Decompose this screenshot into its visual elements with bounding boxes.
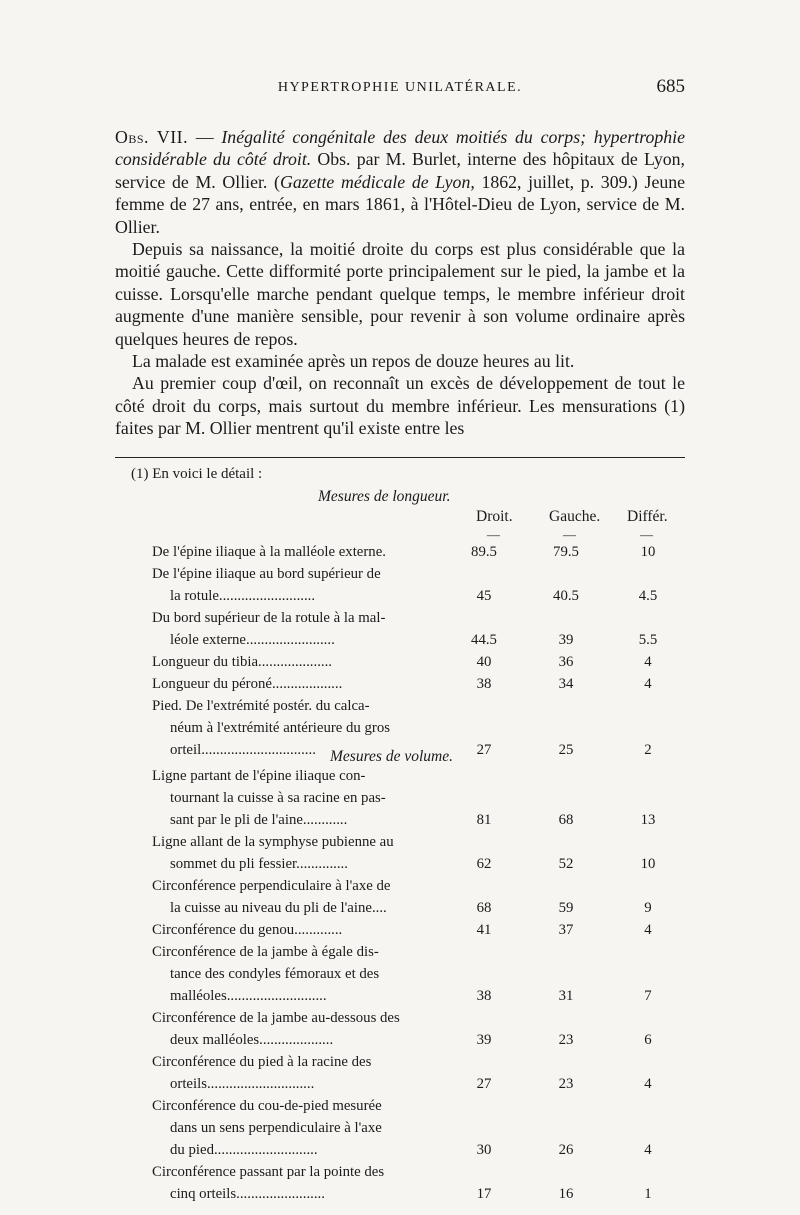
page-number: 685 [656, 76, 685, 97]
volume-row-4-line-2 [0, 988, 800, 1010]
measure-label: léole externe........................ [170, 632, 335, 648]
volume-row-7-line-0 [0, 1098, 800, 1120]
volume-row-0-line-0 [0, 768, 800, 790]
volume-row-0-line-2 [0, 812, 800, 834]
length-row-3-line-0 [0, 654, 800, 676]
value-difference: 4 [644, 676, 652, 692]
measure-label: Longueur du tibia.................... [152, 654, 333, 670]
footnote-intro: (1) En voici le détail : [131, 466, 263, 482]
value-gauche: 37 [558, 922, 574, 938]
volume-row-7-line-1 [0, 1120, 800, 1142]
volume-row-6-line-0 [0, 1054, 800, 1076]
measure-label: cinq orteils........................ [170, 1186, 325, 1202]
value-droit: 27 [476, 742, 492, 758]
col-dash-gauche: — [563, 527, 576, 542]
value-droit: 17 [476, 1186, 492, 1202]
volume-row-4-line-0 [0, 944, 800, 966]
measure-label: Ligne partant de l'épine iliaque con- [152, 768, 366, 784]
measure-label: orteils............................. [170, 1076, 315, 1092]
value-gauche: 31 [558, 988, 574, 1004]
obs-journal: Gazette médicale de Lyon, [279, 171, 475, 192]
value-droit: 30 [476, 1142, 492, 1158]
measure-label: la cuisse au niveau du pli de l'aine.... [170, 900, 387, 916]
observation-paragraph [115, 126, 685, 238]
length-row-5-line-0 [0, 698, 800, 720]
value-droit: 89.5 [471, 544, 497, 560]
value-droit: 40 [476, 654, 492, 670]
measure-label: la rotule.......................... [170, 588, 316, 604]
measure-label: Longueur du péroné................... [152, 676, 343, 692]
value-gauche: 52 [558, 856, 574, 872]
value-droit: 38 [476, 676, 492, 692]
length-row-0-line-0 [0, 544, 800, 566]
length-row-2-line-1 [0, 632, 800, 654]
body-text [115, 126, 685, 440]
paragraph-4: Au premier coup d'œil, on reconnaît un excès de développement de tout le côté droit du corps, mais surtout du membre inférieur. Les mensurations (1) faites par M. Ollier mentrent qu'il existe entre les [115, 373, 685, 439]
section-volume-heading: Mesures de volume. [330, 748, 453, 765]
length-row-5-line-1 [0, 720, 800, 742]
value-difference: 4 [644, 1142, 652, 1158]
volume-row-1-line-0 [0, 834, 800, 856]
volume-row-8-line-0 [0, 1164, 800, 1186]
measure-label: Circonférence du genou............. [152, 922, 343, 938]
measure-label: De l'épine iliaque à la malléole externe. [152, 544, 386, 560]
length-row-4-line-0 [0, 676, 800, 698]
measure-label: Du bord supérieur de la rotule à la mal- [152, 610, 386, 626]
measure-label: Circonférence du pied à la racine des [152, 1054, 372, 1070]
col-header-droit: Droit. [476, 508, 513, 525]
value-difference: 9 [644, 900, 652, 916]
value-difference: 2 [644, 742, 652, 758]
length-row-5-line-2 [0, 742, 800, 764]
length-row-1-line-0 [0, 566, 800, 588]
measure-label: Circonférence de la jambe au-dessous des [152, 1010, 400, 1026]
col-header-gauche: Gauche. [549, 508, 601, 525]
volume-row-6-line-1 [0, 1076, 800, 1098]
measure-label: orteil............................... [170, 742, 316, 758]
col-dash-droit: — [487, 527, 500, 542]
measure-label: Ligne allant de la symphyse pubienne au [152, 834, 394, 850]
value-gauche: 59 [558, 900, 574, 916]
measure-label: Circonférence passant par la pointe des [152, 1164, 385, 1180]
volume-row-2-line-0 [0, 878, 800, 900]
col-header-differ: Différ. [627, 508, 668, 525]
volume-row-4-line-1 [0, 966, 800, 988]
measure-label: Circonférence du cou-de-pied mesurée [152, 1098, 382, 1114]
value-difference: 4 [644, 922, 652, 938]
value-difference: 6 [644, 1032, 652, 1048]
value-gauche: 36 [558, 654, 574, 670]
value-difference: 5.5 [638, 632, 658, 648]
obs-author: Obs. par M. Burlet, interne des hôpitaux de Lyon, service de M. Ollier. ( [115, 149, 685, 192]
obs-rest: 1862, juillet, p. 309.) Jeune femme de 27 ans, entrée, en mars 1861, à l'Hôtel-Dieu de Lyon, service de M. Ollier. [115, 171, 686, 237]
measure-label: Circonférence de la jambe à égale dis- [152, 944, 379, 960]
measure-label: deux malléoles.................... [170, 1032, 334, 1048]
paragraph-3: La malade est examinée après un repos de douze heures au lit. [132, 351, 575, 372]
measure-label: De l'épine iliaque au bord supérieur de [152, 566, 381, 582]
volume-row-2-line-1 [0, 900, 800, 922]
value-droit: 39 [476, 1032, 492, 1048]
value-droit: 62 [476, 856, 492, 872]
length-row-2-line-0 [0, 610, 800, 632]
value-droit: 68 [476, 900, 492, 916]
volume-row-0-line-1 [0, 790, 800, 812]
value-droit: 41 [476, 922, 492, 938]
volume-row-5-line-0 [0, 1010, 800, 1032]
measure-label: néum à l'extrémité antérieure du gros [170, 720, 391, 736]
running-head [115, 74, 685, 100]
paragraph-2: Depuis sa naissance, la moitié droite du corps est plus considérable que la moitié gauche. Cette difformité porte principalement sur le pied, la jambe et la cuisse. Lorsqu'elle marche pendant quelque temps, le membre inférieur droit augmente d'une manière sensible, pour revenir à son volume ordinaire après quelques heures de repos. [115, 239, 685, 349]
value-difference: 7 [644, 988, 652, 1004]
value-difference: 10 [640, 544, 656, 560]
obs-dash: — [188, 127, 222, 147]
measure-label: tournant la cuisse à sa racine en pas- [170, 790, 386, 806]
measure-label: malléoles........................... [170, 988, 327, 1004]
running-title: HYPERTROPHIE UNILATÉRALE. [277, 80, 523, 95]
value-gauche: 25 [558, 742, 574, 758]
measure-label: du pied............................ [170, 1142, 318, 1158]
value-difference: 4 [644, 1076, 652, 1092]
volume-row-8-line-1 [0, 1186, 800, 1208]
value-droit: 38 [476, 988, 492, 1004]
value-gauche: 26 [558, 1142, 574, 1158]
obs-title: Inégalité congénitale des deux moitiés du corps; hypertrophie considérable du côté droit. [115, 127, 686, 170]
value-gauche: 16 [558, 1186, 574, 1202]
volume-row-3-line-0 [0, 922, 800, 944]
value-difference: 4.5 [638, 588, 658, 604]
volume-row-7-line-2 [0, 1142, 800, 1164]
measure-label: tance des condyles fémoraux et des [170, 966, 380, 982]
measure-label: sant par le pli de l'aine............ [170, 812, 348, 828]
value-gauche: 40.5 [553, 588, 579, 604]
value-difference: 4 [644, 654, 652, 670]
value-gauche: 23 [558, 1032, 574, 1048]
value-gauche: 34 [558, 676, 574, 692]
value-difference: 13 [640, 812, 656, 828]
value-gauche: 68 [558, 812, 574, 828]
measure-label: Pied. De l'extrémité postér. du calca- [152, 698, 370, 714]
col-dash-differ: — [640, 527, 653, 542]
value-difference: 10 [640, 856, 656, 872]
section-length-heading: Mesures de longueur. [318, 488, 451, 505]
value-gauche: 39 [558, 632, 574, 648]
value-droit: 81 [476, 812, 492, 828]
measure-label: Circonférence perpendiculaire à l'axe de [152, 878, 391, 894]
obs-label: Obs. VII. [115, 127, 189, 147]
volume-row-5-line-1 [0, 1032, 800, 1054]
value-droit: 44.5 [471, 632, 497, 648]
footnote-rule [115, 457, 685, 458]
measure-label: sommet du pli fessier.............. [170, 856, 348, 872]
length-row-1-line-1 [0, 588, 800, 610]
value-droit: 27 [476, 1076, 492, 1092]
value-difference: 1 [644, 1186, 652, 1202]
value-droit: 45 [476, 588, 492, 604]
volume-row-1-line-1 [0, 856, 800, 878]
value-gauche: 79.5 [553, 544, 579, 560]
measure-label: dans un sens perpendiculaire à l'axe [170, 1120, 382, 1136]
value-gauche: 23 [558, 1076, 574, 1092]
